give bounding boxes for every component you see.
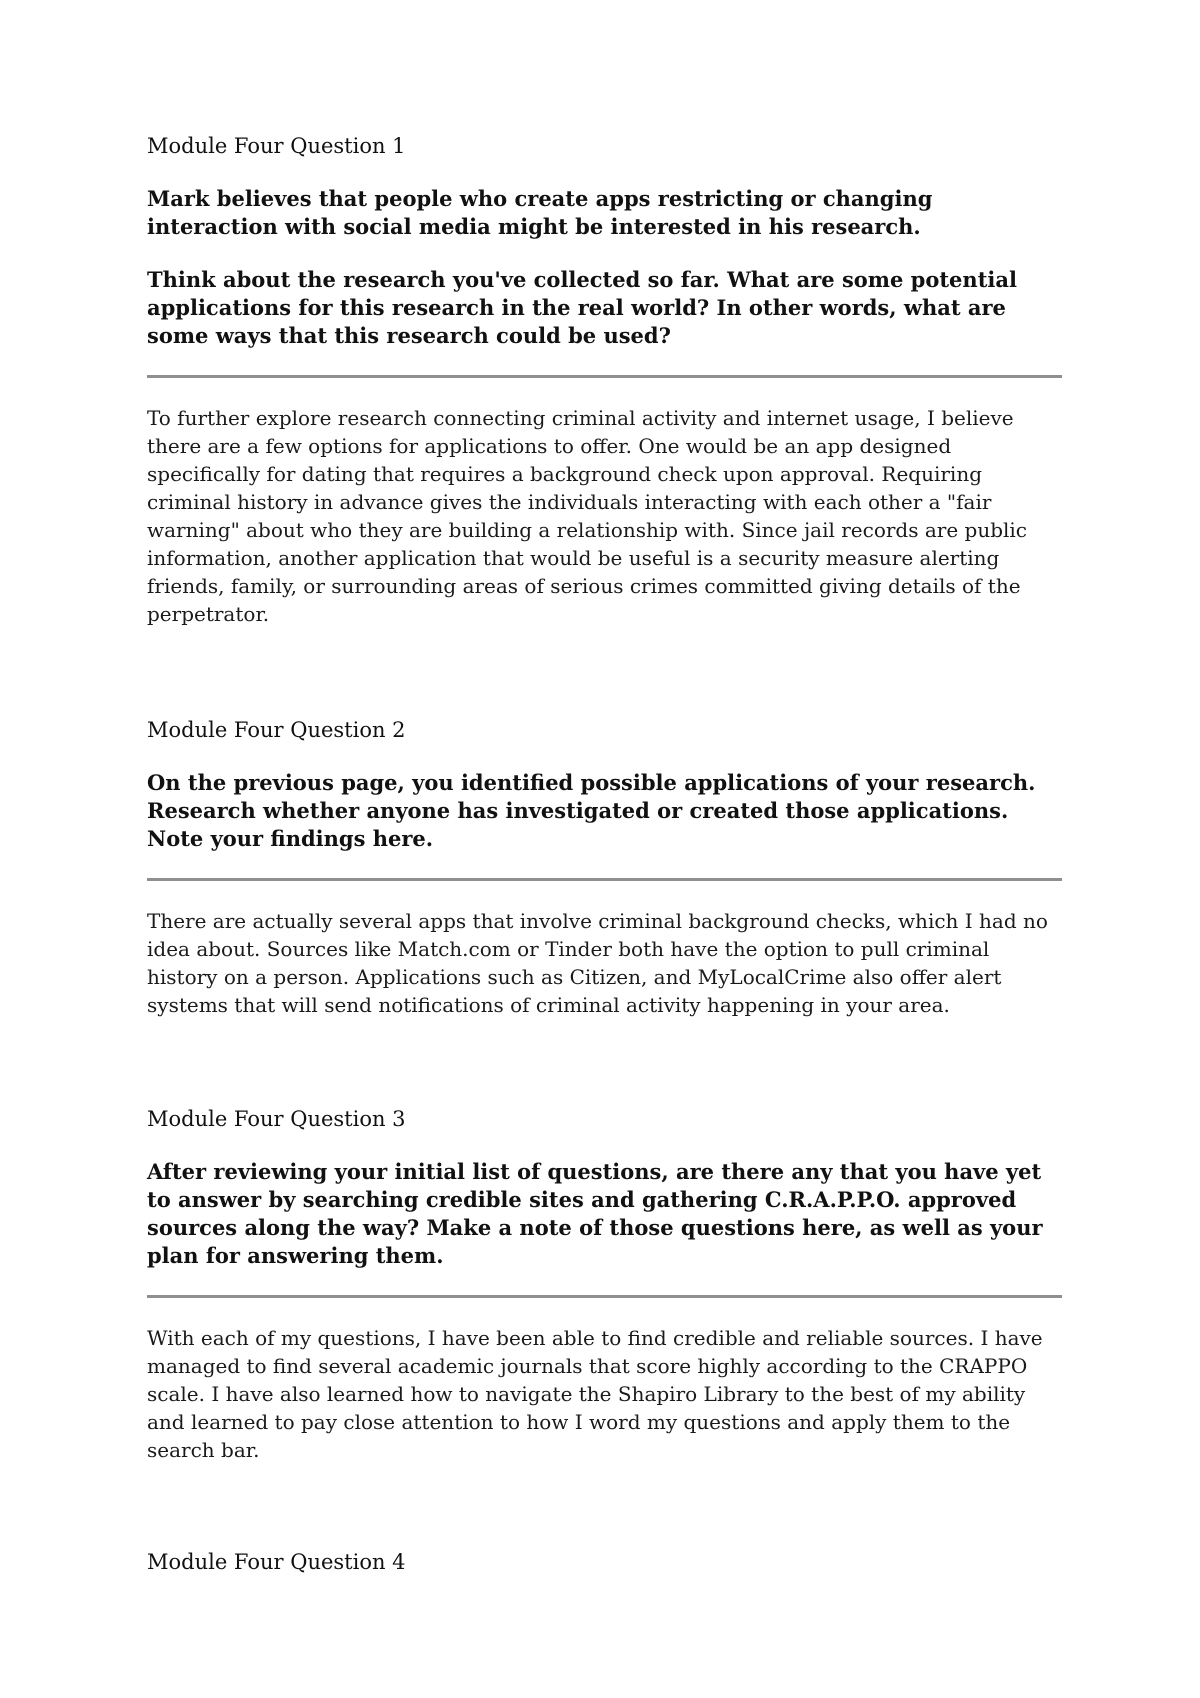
question-prompt: After reviewing your initial list of questions, are there any that you have yet to answer by searching credible sites and gathering C.R.A.P.P.O. approved sources along the way? Make a note of those questions here, as well as your plan for answering them. <box>147 1159 1043 1268</box>
question-title: Module Four Question 4 <box>147 1550 406 1574</box>
question-prompt: On the previous page, you identified possible applications of your research. Research whether anyone has investigated or created those applications. Note your findings here. <box>147 770 1036 851</box>
question-section-2 <box>147 716 1062 1105</box>
answer-text: There are actually several apps that involve criminal background checks, which I had no idea about. Sources like Match.com or Tinder both have the option to pull criminal history on a person. Applications such as Citizen, and MyLocalCrime also offer alert systems that will send notifications of criminal activity happening in your area. <box>147 909 1048 1017</box>
question-title: Module Four Question 1 <box>147 134 406 158</box>
question-title: Module Four Question 2 <box>147 718 406 742</box>
question-section-1 <box>147 132 1062 716</box>
section-spacer <box>147 1464 1062 1548</box>
document-content <box>147 132 1062 1601</box>
question-prompt: Think about the research you've collected so far. What are some potential applications for this research in the real world? In other words, what are some ways that this research could be used? <box>147 267 1017 348</box>
section-divider <box>147 1295 1062 1298</box>
question-prompt: Mark believes that people who create apps restricting or changing interaction with social media might be interested in his research. <box>147 186 933 239</box>
answer-text: With each of my questions, I have been able to find credible and reliable sources. I have managed to find several academic journals that score highly according to the CRAPPO scale. I have also learned how to navigate the Shapiro Library to the best of my ability and learned to pay close attention to how I word my questions and apply them to the search bar. <box>147 1326 1043 1462</box>
question-section-3 <box>147 1105 1062 1548</box>
section-spacer <box>147 628 1062 716</box>
answer-text: To further explore research connecting criminal activity and internet usage, I believe there are a few options for applications to offer. One would be an app designed specifically for dating that requires a background check upon approval. Requiring criminal history in advance gives the individuals interacting with each other a "fair warning" about who they are building a relationship with. Since jail records are public information, another application that would be useful is a security measure alerting friends, family, or surrounding areas of serious crimes committed giving details of the perpetrator. <box>147 406 1027 626</box>
question-title: Module Four Question 3 <box>147 1107 406 1131</box>
question-section-4 <box>147 1548 1062 1576</box>
section-divider <box>147 878 1062 881</box>
section-divider <box>147 375 1062 378</box>
section-spacer <box>147 1019 1062 1105</box>
